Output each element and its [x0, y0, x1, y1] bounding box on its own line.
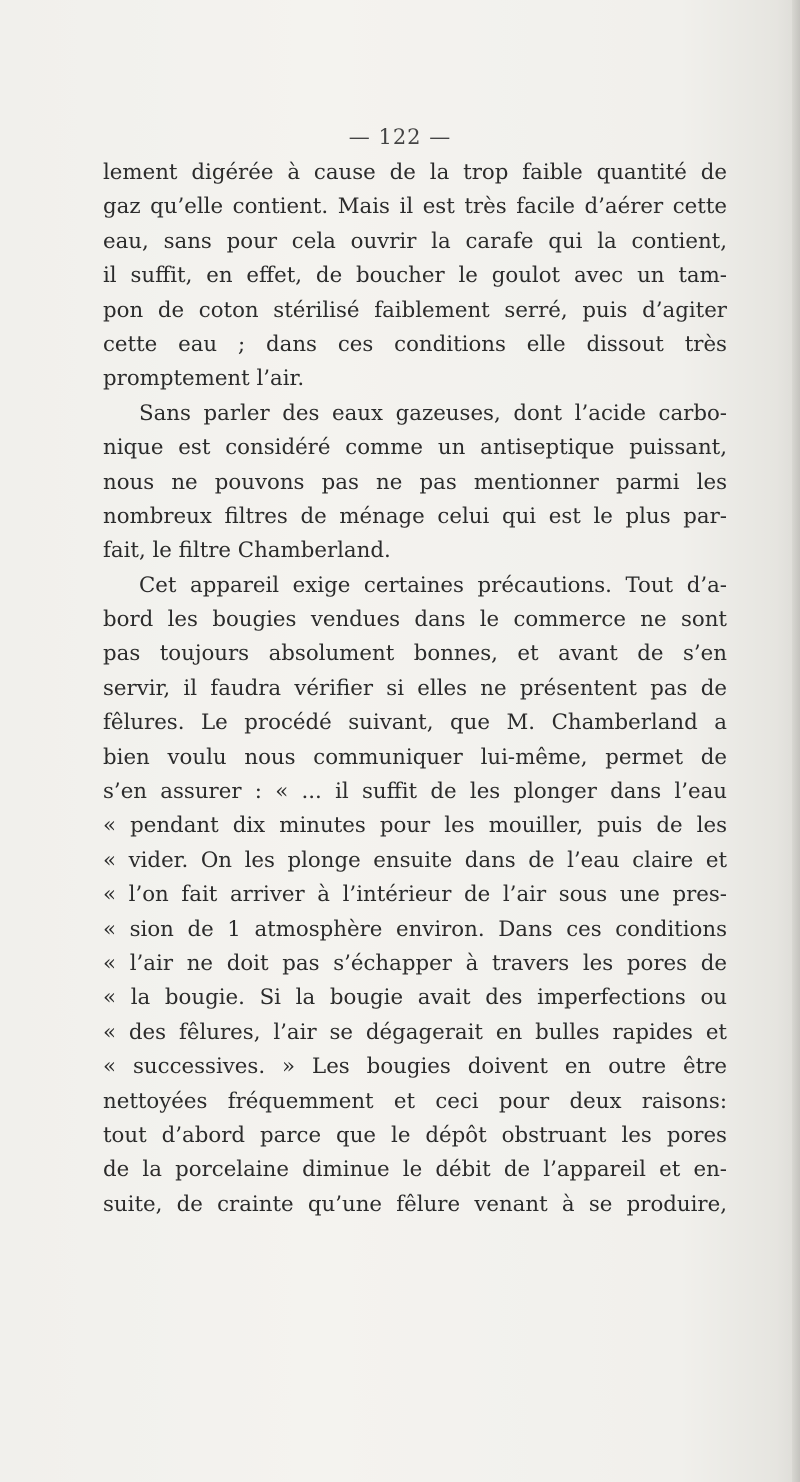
- text-line: cette eau ; dans ces conditions elle dissout très: [103, 331, 727, 357]
- text-line: nombreux filtres de ménage celui qui est le plus par-: [103, 503, 727, 529]
- text-line: « l’air ne doit pas s’échapper à travers les pores de: [103, 950, 727, 976]
- text-line: nous ne pouvons pas ne pas mentionner parmi les: [103, 469, 727, 495]
- text-line: eau, sans pour cela ouvrir la carafe qui la contient,: [103, 228, 727, 254]
- text-line: Sans parler des eaux gazeuses, dont l’acide carbo-: [139, 400, 727, 426]
- text-line: « pendant dix minutes pour les mouiller, puis de les: [103, 813, 727, 839]
- text-line: gaz qu’elle contient. Mais il est très facile d’aérer cette: [103, 194, 727, 220]
- text-line: bien voulu nous communiquer lui-même, permet de: [103, 744, 727, 770]
- text-line: fêlures. Le procédé suivant, que M. Chamberland a: [103, 710, 727, 736]
- text-line: « l’on fait arriver à l’intérieur de l’air sous une pres-: [103, 882, 727, 908]
- text-line: promptement l’air.: [103, 366, 305, 392]
- text-line: « vider. On les plonge ensuite dans de l’eau claire et: [103, 847, 727, 873]
- text-line: s’en assurer : « ... il suffit de les plonger dans l’eau: [103, 779, 727, 805]
- text-line: « successives. » Les bougies doivent en outre être: [103, 1054, 727, 1080]
- body-text: [103, 156, 727, 1222]
- text-line: nettoyées fréquemment et ceci pour deux raisons:: [103, 1088, 727, 1114]
- text-line: « la bougie. Si la bougie avait des imperfections ou: [103, 985, 727, 1011]
- text-line: pon de coton stérilisé faiblement serré, puis d’agiter: [103, 297, 727, 323]
- text-line: tout d’abord parce que le dépôt obstruant les pores: [103, 1122, 727, 1148]
- text-line: suite, de crainte qu’une fêlure venant à se produire,: [103, 1191, 727, 1217]
- text-line: pas toujours absolument bonnes, et avant de s’en: [103, 641, 727, 667]
- text-line: de la porcelaine diminue le débit de l’appareil et en-: [103, 1157, 727, 1183]
- text-line: lement digérée à cause de la trop faible quantité de: [103, 160, 727, 185]
- page-number: — 122 —: [348, 125, 452, 149]
- text-line: « des fêlures, l’air se dégagerait en bulles rapides et: [103, 1019, 727, 1045]
- text-line: nique est considéré comme un antiseptique puissant,: [103, 435, 727, 461]
- text-line: Cet appareil exige certaines précautions. Tout d’a-: [139, 572, 727, 598]
- text-line: il suffit, en effet, de boucher le goulot avec un tam-: [103, 263, 727, 289]
- page-edge-shadow: [792, 0, 800, 1482]
- text-line: « sion de 1 atmosphère environ. Dans ces conditions: [103, 916, 727, 942]
- text-line: bord les bougies vendues dans le commerce ne sont: [103, 607, 727, 633]
- text-line: servir, il faudra vérifier si elles ne présentent pas de: [103, 675, 727, 701]
- text-line: fait, le filtre Chamberland.: [103, 538, 391, 564]
